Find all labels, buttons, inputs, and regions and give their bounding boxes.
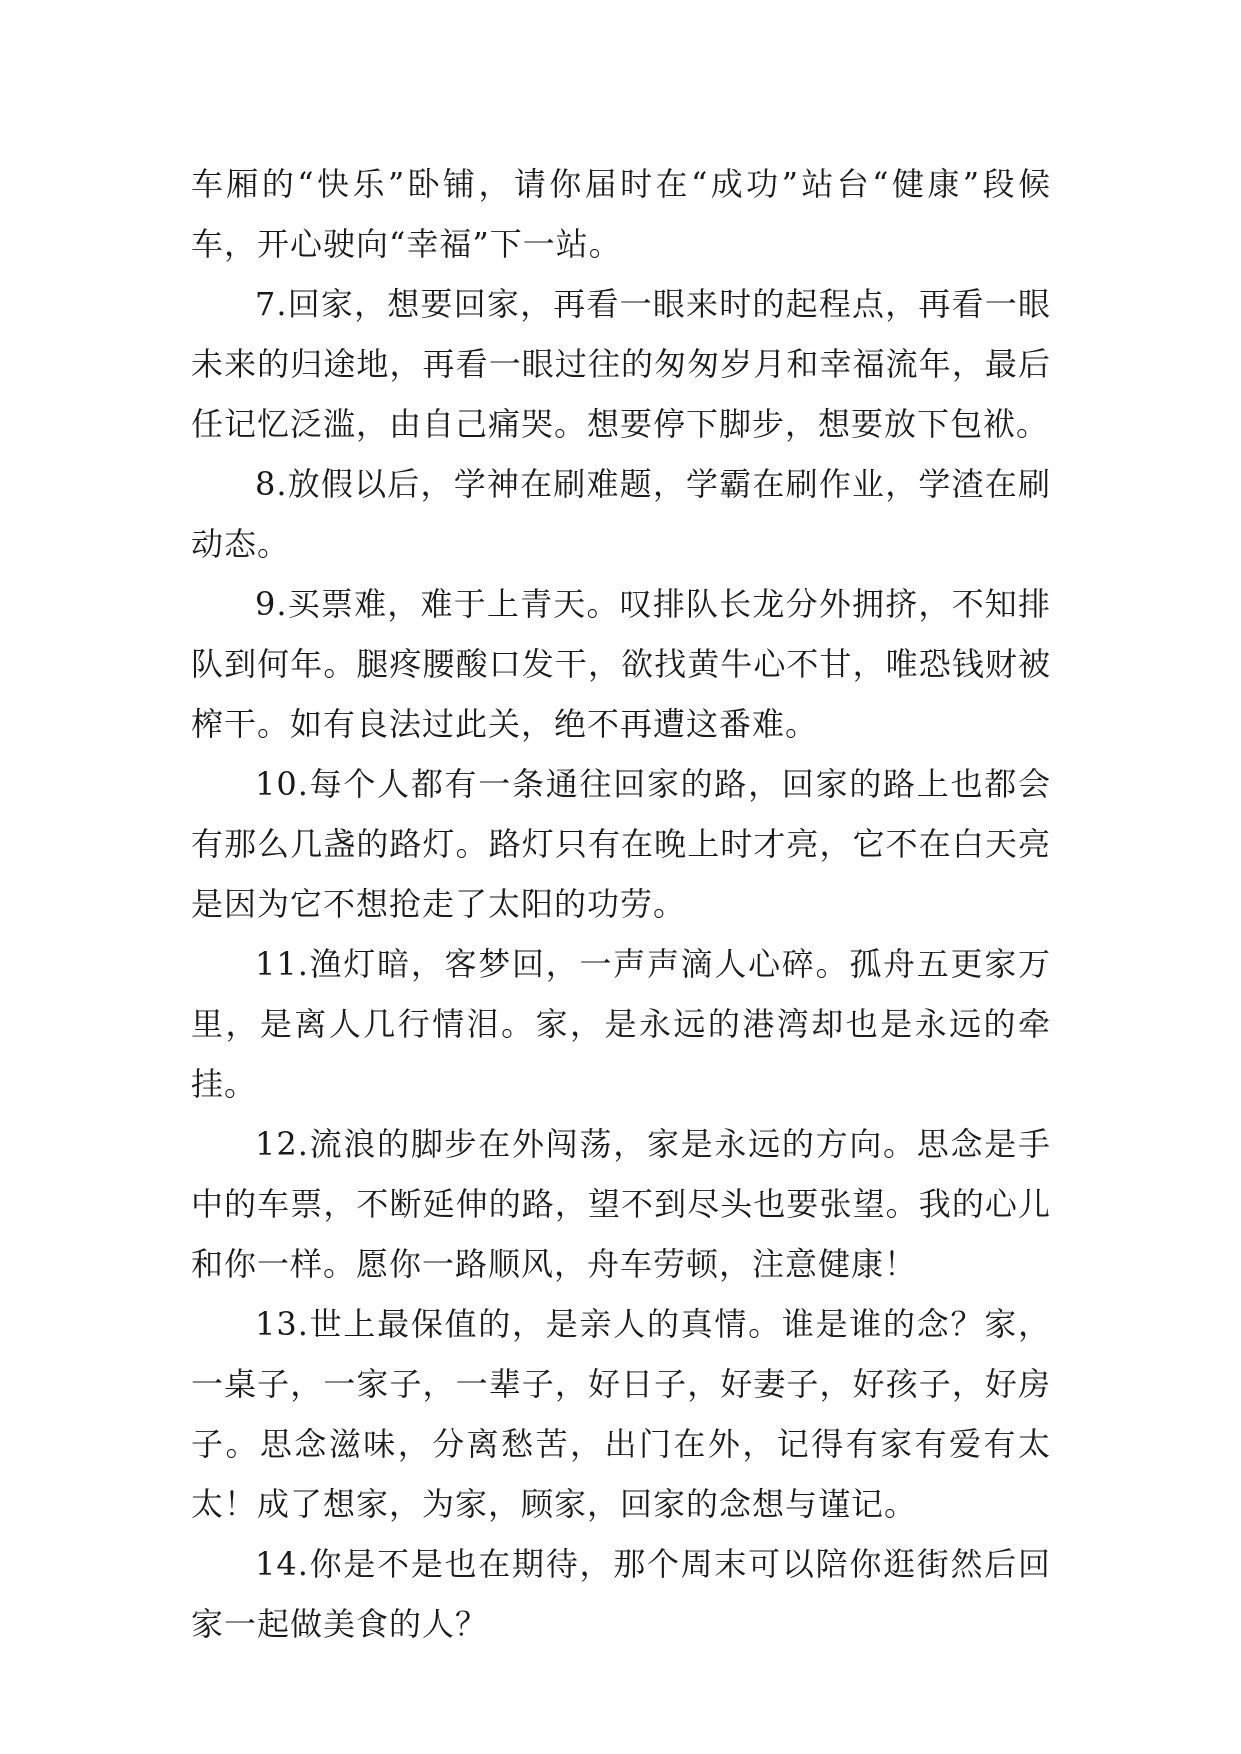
paragraph-item-9: 9.买票难，难于上青天。叹排队长龙分外拥挤，不知排队到何年。腿疼腰酸口发干，欲找黄牛心不甘，唯恐钱财被榨干。如有良法过此关，绝不再遭这番难。 (191, 585, 1051, 743)
paragraph-item-14: 14.你是不是也在期待，那个周末可以陪你逛街然后回家一起做美食的人？ (191, 1545, 1051, 1643)
paragraph-continuation: 车厢的“快乐”卧铺，请你届时在“成功”站台“健康”段候车，开心驶向“幸福”下一站。 (191, 165, 1051, 263)
paragraph-item-13: 13.世上最保值的，是亲人的真情。谁是谁的念？家，一桌子，一家子，一辈子，好日子，好妻子，好孩子，好房子。思念滋味，分离愁苦，出门在外，记得有家有爱有太太！成了想家，为家，顾家，回家的念想与谨记。 (191, 1305, 1051, 1523)
paragraph-item-8: 8.放假以后，学神在刷难题，学霸在刷作业，学渣在刷动态。 (191, 465, 1051, 563)
paragraph-item-10: 10.每个人都有一条通往回家的路，回家的路上也都会有那么几盏的路灯。路灯只有在晚上时才亮，它不在白天亮是因为它不想抢走了太阳的功劳。 (191, 765, 1051, 923)
paragraph-item-7: 7.回家，想要回家，再看一眼来时的起程点，再看一眼未来的归途地，再看一眼过往的匆匆岁月和幸福流年，最后任记忆泛滥，由自己痛哭。想要停下脚步，想要放下包袱。 (191, 285, 1051, 443)
paragraph-item-11: 11.渔灯暗，客梦回，一声声滴人心碎。孤舟五更家万里，是离人几行情泪。家，是永远的港湾却也是永远的牵挂。 (191, 945, 1051, 1103)
paragraph-item-12: 12.流浪的脚步在外闯荡，家是永远的方向。思念是手中的车票，不断延伸的路，望不到尽头也要张望。我的心儿和你一样。愿你一路顺风，舟车劳顿，注意健康！ (191, 1125, 1051, 1283)
document-body (191, 154, 1051, 1654)
